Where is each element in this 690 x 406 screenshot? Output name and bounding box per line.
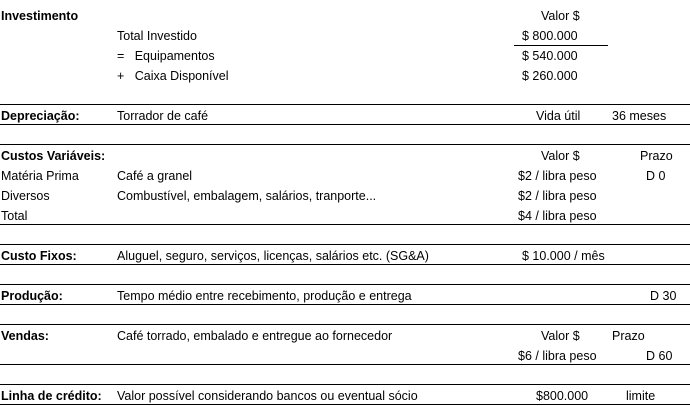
divider	[0, 284, 690, 285]
depreciacao-header: Depreciação:	[1, 109, 80, 123]
divider	[0, 304, 690, 305]
materia-prima-value: $2 / libra peso	[518, 169, 597, 183]
total-investido-value: $ 800.000	[522, 29, 578, 43]
diversos-value: $2 / libra peso	[518, 189, 597, 203]
divider	[0, 224, 690, 225]
vendas-prazo: D 60	[646, 349, 673, 363]
equipamentos-label: = Equipamentos	[117, 49, 215, 63]
materia-prima-desc: Café a granel	[117, 169, 193, 183]
total-value: $4 / libra peso	[518, 209, 597, 223]
equipamentos-value: $ 540.000	[522, 49, 578, 63]
custos-fixos-value: $ 10.000 / mês	[522, 249, 605, 263]
investimento-header: Investimento	[1, 9, 79, 23]
linha-credito-header: Linha de crédito:	[1, 389, 102, 403]
linha-credito-suffix: limite	[626, 389, 656, 403]
diversos-label: Diversos	[1, 189, 50, 203]
custos-variaveis-header: Custos Variáveis:	[1, 149, 106, 163]
divider	[0, 324, 690, 325]
divider	[0, 384, 690, 385]
producao-header: Produção:	[1, 289, 63, 303]
materia-prima-label: Matéria Prima	[1, 169, 79, 183]
total-underline	[514, 45, 608, 46]
caixa-disponivel-value: $ 260.000	[522, 69, 578, 83]
divider	[0, 124, 690, 125]
linha-credito-value: $800.000	[536, 389, 589, 403]
custos-fixos-desc: Aluguel, seguro, serviços, licenças, salários etc. (SG&A)	[117, 249, 429, 263]
vendas-value: $6 / libra peso	[518, 349, 597, 363]
depreciacao-desc: Torrador de café	[117, 109, 209, 123]
vida-util-label: Vida útil	[536, 109, 581, 123]
producao-prazo: D 30	[650, 289, 677, 303]
divider	[0, 404, 690, 405]
divider	[0, 144, 690, 145]
vendas-desc: Café torrado, embalado e entregue ao fornecedor	[117, 329, 393, 343]
custos-variaveis-valor-header: Valor $	[541, 149, 580, 163]
divider	[0, 104, 690, 105]
linha-credito-desc: Valor possível considerando bancos ou eventual sócio	[117, 389, 418, 403]
custos-fixos-header: Custo Fixos:	[1, 249, 77, 263]
total-label: Total	[1, 209, 28, 223]
divider	[0, 244, 690, 245]
vendas-prazo-header: Prazo	[612, 329, 645, 343]
diversos-desc: Combustível, embalagem, salários, tranporte...	[117, 189, 377, 203]
divider	[0, 364, 690, 365]
investimento-valor-header: Valor $	[541, 9, 580, 23]
total-investido-label: Total Investido	[117, 29, 197, 43]
divider	[0, 264, 690, 265]
caixa-disponivel-label: + Caixa Disponível	[117, 69, 229, 83]
custos-variaveis-prazo-header: Prazo	[640, 149, 673, 163]
producao-desc: Tempo médio entre recebimento, produção e entrega	[117, 289, 412, 303]
vendas-valor-header: Valor $	[541, 329, 580, 343]
vendas-header: Vendas:	[1, 329, 49, 343]
materia-prima-prazo: D 0	[646, 169, 666, 183]
vida-util-value: 36 meses	[612, 109, 667, 123]
